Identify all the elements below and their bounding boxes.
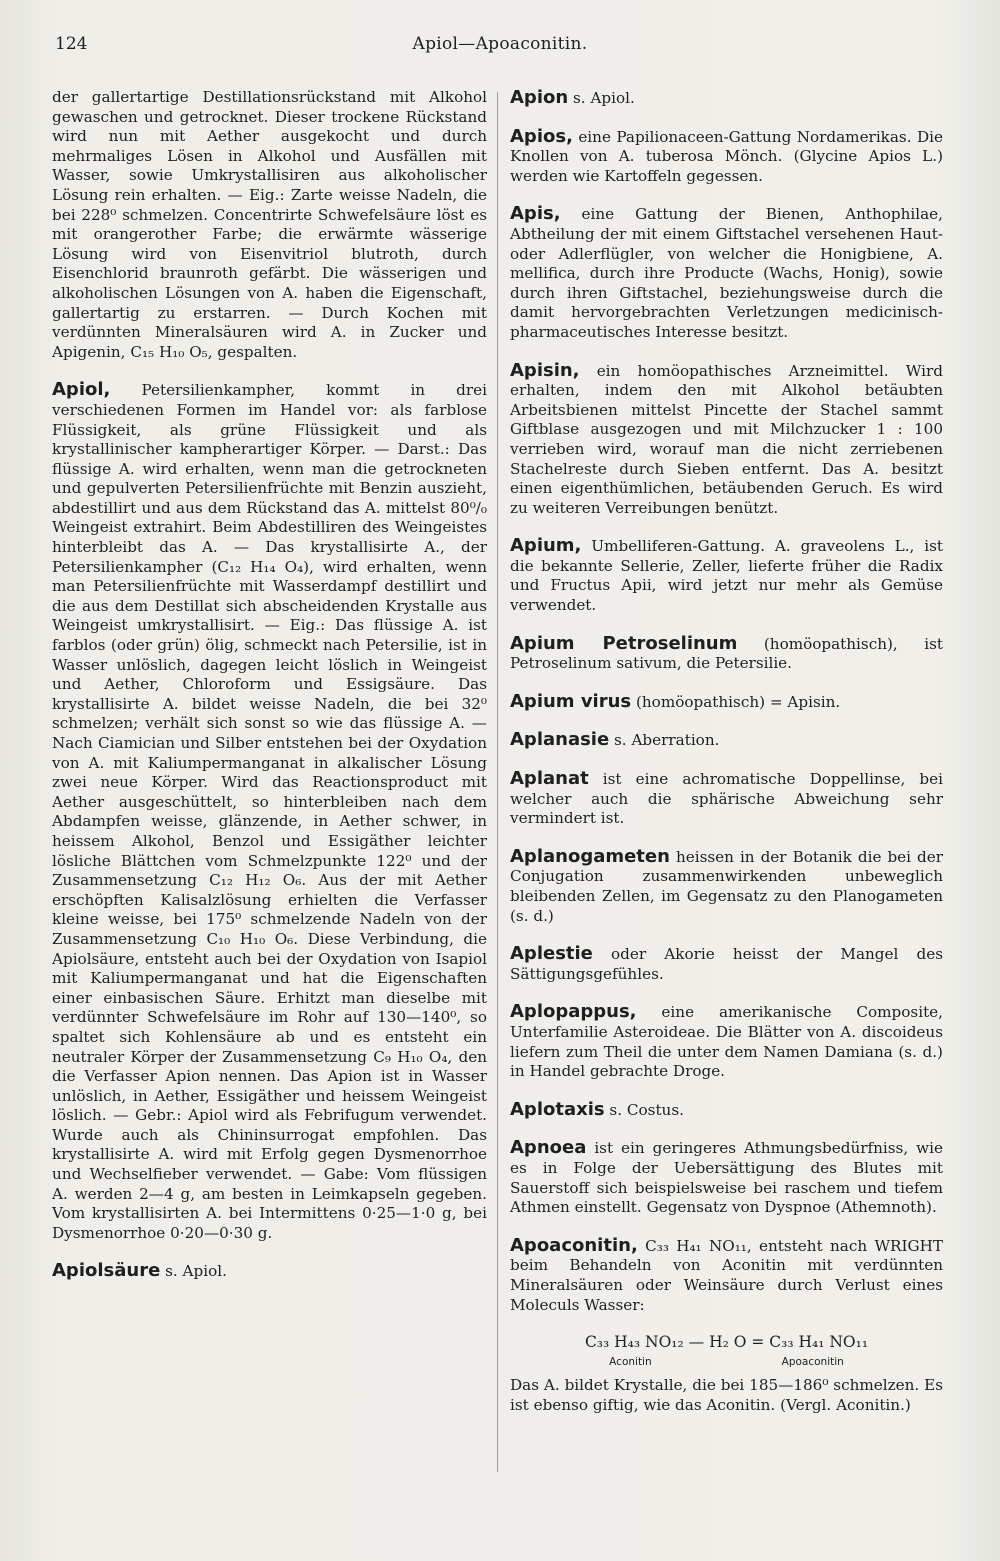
headword: Apoaconitin, [510,1234,638,1256]
continued-text [510,1376,943,1415]
headword: Aplanasie [510,729,610,751]
dictionary-entry [510,769,943,829]
right-column [510,88,943,1433]
entry-paragraph [510,847,943,926]
entry-paragraph [510,730,943,751]
entry-paragraph [510,769,943,829]
dictionary-entry [510,204,943,342]
dictionary-entry [52,1261,487,1282]
entry-paragraph [510,1100,943,1121]
headword: Aplestie [510,943,593,965]
entry-text: eine Gattung der Bienen, Anthophilae, Abtheilung der mit einem Giftstachel versehenen Haut- oder Adlerflügler, von welcher die Honigbiene, A. mellifica, durch ihre Producte (Wachs, Honig), sowie durch ihren Giftstachel, beziehungsweise durch die damit hervorgebrachten Verletzungen medicinisch-pharmaceutisches Interesse besitzt. [510,205,943,341]
continued-text [52,88,487,362]
entry-paragraph [52,1261,487,1282]
entry-text: ein homöopathisches Arzneimittel. Wird erhalten, indem den mit Alkohol betäubten Arbeitsbienen mittelst Pincette der Stachel sammt Giftblase ausgezogen und mit Milchzucker 1 : 100 verrieben wird, worauf man die nicht zerriebenen Stachelreste durch Sieben entfernt. Das A. besitzt einen eigenthümlichen, betäubenden Geruch. Es wird zu weiteren Verreibungen benützt. [510,361,943,517]
entry-text: s. Apiol. [568,89,635,107]
headword: Apis, [510,203,561,225]
entry-text: Umbelliferen-Gattung. A. graveolens L., ist die bekannte Sellerie, Zeller, lieferte früher die Radix und Fructus Apii, wird jetzt nur mehr als Gemüse verwendet. [510,537,943,615]
headword: Apios, [510,125,573,147]
dictionary-entry [510,944,943,984]
entry-paragraph [510,944,943,984]
dictionary-entry [510,361,943,519]
headword: Apium Petroselinum [510,632,738,654]
entry-text: C₃₃ H₄₁ NO₁₁, entsteht nach WRIGHT beim Behandeln von Aconitin mit verdünnten Mineralsäuren oder Weinsäure durch Verlust eines Moleculs Wasser: [510,1236,943,1314]
formula-label: Apoaconitin [781,1355,844,1368]
headword: Aplanogameten [510,845,670,867]
entry-text: s. Costus. [604,1100,684,1119]
entry-text: (homöopathisch), ist Petroselinum sativum, die Petersilie. [510,634,943,673]
entry-paragraph [510,1138,943,1217]
dictionary-entry [510,88,943,109]
formula-label: Aconitin [609,1355,652,1368]
dictionary-entry [510,1100,943,1121]
headword: Aplopappus, [510,1001,637,1023]
entry-paragraph [510,204,943,342]
headword: Apium, [510,535,582,557]
dictionary-entry [510,1236,943,1315]
page-number: 124 [55,34,88,54]
entry-text: ist ein geringeres Athmungsbedürfniss, wie es in Folge der Uebersättigung des Blutes mit Sauerstoff sich beispielsweise bei raschem und tiefem Athmen einstellt. Gegensatz von Dyspnoe (Athemnoth). [510,1139,943,1217]
left-column [52,88,487,1300]
entry-text: s. Aberration. [609,731,720,750]
dictionary-entry [510,127,943,187]
entry-paragraph [510,536,943,615]
entry-paragraph [510,1376,943,1415]
dictionary-entry [510,692,943,713]
dictionary-entry [510,730,943,751]
headword: Apisin, [510,359,580,381]
entry-paragraph [510,1002,943,1081]
dictionary-entry [510,847,943,926]
running-head: Apiol—Apoaconitin. [412,34,588,54]
dictionary-entry [52,380,487,1243]
entry-text: eine Papilionaceen-Gattung Nordamerikas. Die Knollen von A. tuberosa Mönch. (Glycine Apios L.) werden wie Kartoffeln gegessen. [510,127,943,185]
headword: Apiolsäure [52,1260,161,1282]
entry-text: eine amerikanische Composite, Unterfamilie Asteroideae. Die Blätter von A. discoideus liefern zum Theil die unter dem Namen Damiana (s. d.) in Handel gebrachte Droge. [510,1003,943,1081]
headword: Apnoea [510,1137,587,1159]
dictionary-entry [510,634,943,674]
entry-text: ist eine achromatische Doppellinse, bei welcher auch die sphärische Abweichung sehr vermindert ist. [510,770,943,828]
page-header [55,34,945,64]
formula-labels [510,1353,943,1373]
dictionary-entry [510,1002,943,1081]
headword: Apion [510,87,569,108]
headword: Apium virus [510,690,632,712]
entry-text: heissen in der Botanik die bei der Conjugation zusammenwirkenden unbeweglich bleibenden Zellen, im Gegensatz zu den Planogameten (s. d.) [510,847,943,925]
column-divider [497,92,498,1472]
dictionary-entry [510,536,943,615]
entry-paragraph [510,692,943,713]
entry-paragraph [510,127,943,187]
entry-text: Petersilienkampher, kommt in drei verschiedenen Formen im Handel vor: als farblose Flüssigkeit, als grüne Flüssigkeit und als krystallinischer kampherartiger Körper. — Darst.: Das flüssige A. wird erhalten, wenn man die getrockneten und gepulverten Petersilienfrüchte mit Benzin auszieht, abdestillirt und aus dem Rückstand das A. mittelst 80⁰/₀ Weingeist extrahirt. Beim Abdestilliren des Weingeistes hinterbleibt das A. — Das krystallisirte A., der Petersilienkampher (C₁₂ H₁₄ O₄), wird erhalten, wenn man Petersilienfrüchte mit Wasserdampf destillirt und die aus dem Destillat sich abscheidenden Krystalle aus Weingeist umkrystallisirt. — Eig.: Das flüssige A. ist farblos (oder grün) ölig, schmeckt nach Petersilie, ist in Wasser unlöslich, dagegen leicht löslich in Weingeist und Aether, Chloroform und Essigsäure. Das krystallisirte A. bildet weisse Nadeln, die bei 32⁰ schmelzen; verhält sich sonst so wie das flüssige A. — Nach Ciamician und Silber entstehen bei der Oxydation von A. mit Kaliumpermanganat in alkalischer Lösung zwei neue Körper. Wird das Reactionsproduct mit Aether ausgeschüttelt, so hinterbleiben nach dem Abdampfen weisse, glänzende, in Aether schwer, in heissem Alkohol, Benzol und Essigäther leichter lösliche Blättchen vom Schmelzpunkte 122⁰ und der Zusammensetzung C₁₂ H₁₂ O₆. Aus der mit Aether erschöpften Kalisalzlösung erhielten die Verfasser kleine weisse, bei 175⁰ schmelzende Nadeln von der Zusammensetzung C₁₀ H₁₀ O₆. Diese Verbindung, die Apiolsäure, entsteht auch bei der Oxydation von Isapiol mit Kaliumpermanganat und hat die Eigenschaften einer einbasischen Säure. Erhitzt man dieselbe mit verdünnter Schwefelsäure im Rohr auf 130—140⁰, so spaltet sich Kohlensäure ab und es entsteht ein neutraler Körper der Zusammensetzung C₉ H₁₀ O₄, den die Verfasser Apion nennen. Das Apion ist in Wasser unlöslich, in Aether, Essigäther und heissem Weingeist löslich. — Gebr.: Apiol wird als Febrifugum verwendet. Wurde auch als Chininsurrogat empfohlen. Das krystallisirte A. wird mit Erfolg gegen Dysmenorrhoe und Wechselfieber verwendet. — Gabe: Vom flüssigen A. werden 2—4 g, am besten in Leimkapseln gegeben. Vom krystallisirten A. bei Intermittens 0·25—1·0 g, bei Dysmenorrhoe 0·20—0·30 g. [52,381,487,1242]
entry-text: oder Akorie heisst der Mangel des Sättigungsgefühles. [510,945,943,983]
headword: Aplotaxis [510,1098,605,1120]
entry-paragraph [510,361,943,519]
entry-text: (homöopathisch) = Apisin. [631,692,841,711]
dictionary-entry [510,1138,943,1217]
chemical-formula: C₃₃ H₄₃ NO₁₂ — H₂ O = C₃₃ H₄₁ NO₁₁ [584,1333,869,1352]
headword: Apiol, [52,379,111,401]
entry-text: s. Apiol. [160,1262,227,1281]
entry-paragraph [52,88,487,362]
entry-paragraph [510,88,943,109]
entry-text: Das A. bildet Krystalle, die bei 185—186⁰ schmelzen. Es ist ebenso giftig, wie das Aconitin. (Vergl. Aconitin.) [510,1376,943,1414]
entry-paragraph [52,380,487,1243]
headword: Aplanat [510,768,589,790]
entry-paragraph [510,634,943,674]
entry-paragraph [510,1236,943,1315]
entry-text: der gallertartige Destillationsrückstand mit Alkohol gewaschen und getrocknet. Dieser trockene Rückstand wird nun mit Aether ausgekocht und durch mehrmaliges Lösen in Alkohol und Ausfällen mit Wasser, sowie Umkrystallisiren aus alkoholischer Lösung rein erhalten. — Eig.: Zarte weisse Nadeln, die bei 228⁰ schmelzen. Concentrirte Schwefelsäure löst es mit orangerother Farbe; die erwärmte wässerige Lösung wird von Eisenvitriol blutroth, durch Eisenchlorid braunroth gefärbt. Die wässerigen und alkoholischen Lösungen von A. haben die Eigenschaft, gallertartig zu erstarren. — Durch Kochen mit verdünnten Mineralsäuren wird A. in Zucker und Apigenin, C₁₅ H₁₀ O₅, gespalten. [52,88,487,361]
